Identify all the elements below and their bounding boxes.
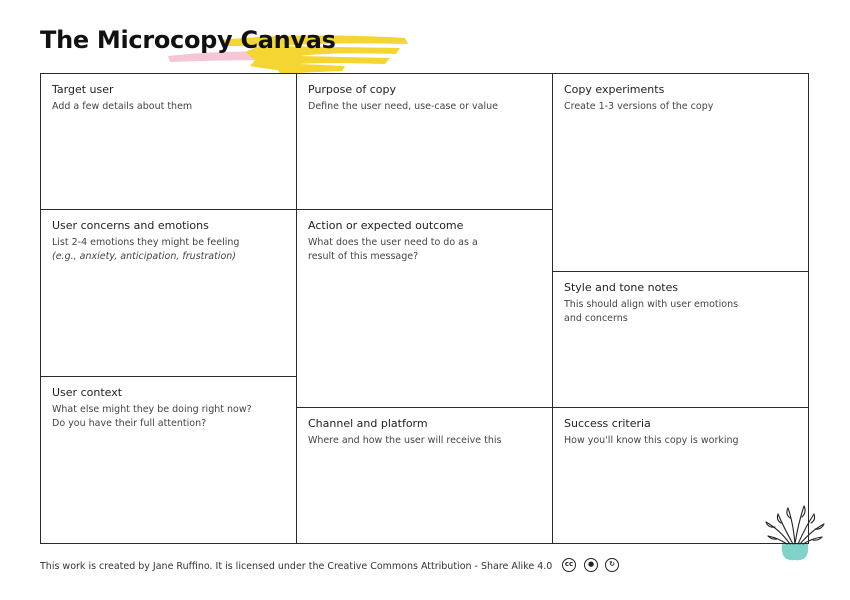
cell-heading: Copy experiments — [564, 83, 665, 96]
cell-purpose-of-copy[interactable] — [297, 74, 552, 209]
cell-channel-platform[interactable] — [297, 408, 552, 543]
cell-description: Define the user need, use-case or value — [308, 101, 498, 112]
cell-heading: Success criteria — [564, 417, 651, 430]
cell-heading: Action or expected outcome — [308, 219, 464, 232]
cell-description: How you'll know this copy is working — [564, 435, 739, 446]
attribution-icon: ● — [584, 558, 598, 572]
canvas-grid — [40, 73, 809, 544]
cell-example: (e.g., anxiety, anticipation, frustration) — [52, 251, 236, 262]
cell-heading: Purpose of copy — [308, 83, 397, 96]
cell-description: What does the user need to do as a result of this message? — [308, 237, 478, 262]
cell-description: List 2-4 emotions they might be feeling — [52, 237, 240, 248]
cell-description: What else might they be doing right now? Do you have their full attention? — [52, 404, 252, 429]
cell-description: Add a few details about them — [52, 101, 193, 112]
share-alike-icon: ↻ — [605, 558, 619, 572]
cell-action-outcome[interactable] — [297, 210, 552, 407]
cell-description: Where and how the user will receive this — [308, 435, 502, 446]
cell-heading: User concerns and emotions — [52, 219, 209, 232]
cell-heading: User context — [52, 386, 123, 399]
cell-copy-experiments[interactable] — [553, 74, 808, 271]
cell-heading: Target user — [52, 83, 114, 96]
cell-description: Create 1-3 versions of the copy — [564, 101, 714, 112]
cell-heading: Style and tone notes — [564, 281, 679, 294]
license-footer: This work is created by Jane Ruffino. It is licensed under the Creative Commons Attribution - Share Alike 4.0 — [40, 561, 553, 572]
cc-icon: cc — [562, 558, 576, 572]
cell-heading: Channel and platform — [308, 417, 428, 430]
cell-style-tone[interactable] — [553, 272, 808, 407]
cell-user-concerns[interactable] — [41, 210, 296, 376]
cell-user-context[interactable] — [41, 377, 296, 543]
cell-target-user[interactable] — [41, 74, 296, 209]
plant-illustration — [760, 500, 830, 562]
cell-description: This should align with user emotions and concerns — [564, 299, 739, 324]
page-title: The Microcopy Canvas — [40, 26, 336, 54]
